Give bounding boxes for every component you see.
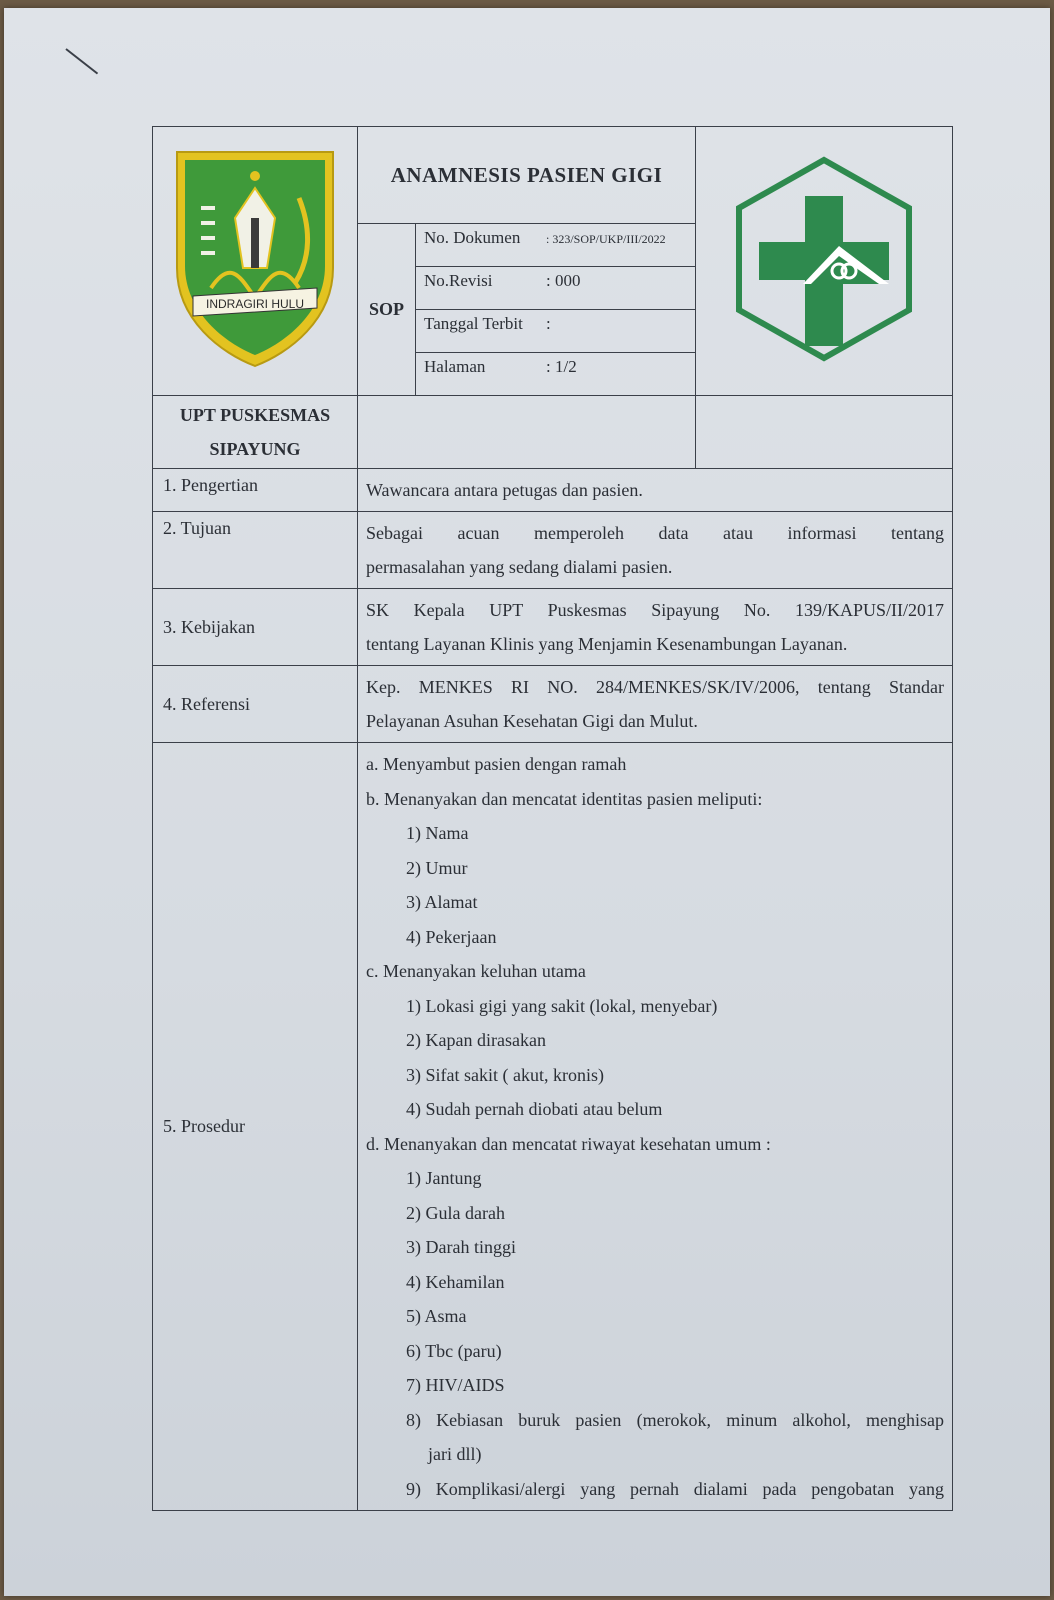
step-c-item: 4) Sudah pernah diobati atau belum <box>406 1099 663 1119</box>
content-tujuan: Sebagai acuan memperoleh data atau informasi tentang permasalahan yang sedang dialami pasien. <box>358 512 953 589</box>
label-prosedur: 5. Prosedur <box>153 743 358 1511</box>
content-prosedur <box>358 743 953 1511</box>
meta-halaman: Halaman : 1/2 <box>416 353 696 396</box>
step-b-item: 4) Pekerjaan <box>406 926 497 947</box>
step-a: a. Menyambut pasien dengan ramah <box>366 754 627 774</box>
indragiri-hulu-emblem <box>171 148 339 370</box>
content-referensi: Kep. MENKES RI NO. 284/MENKES/SK/IV/2006, tentang Standar Pelayanan Asuhan Kesehatan Gigi dan Mulut. <box>358 666 953 743</box>
step-d-item: 7) HIV/AIDS <box>406 1375 505 1395</box>
label-tujuan: 2. Tujuan <box>153 512 358 589</box>
institution-name: UPT PUSKESMAS SIPAYUNG <box>153 396 358 469</box>
sop-table <box>152 126 953 1511</box>
pen-mark <box>65 48 98 74</box>
puskesmas-logo-cell <box>696 127 953 396</box>
document-title-cell <box>358 127 696 224</box>
blank-right-cell <box>696 396 953 469</box>
meta-tanggal-terbit: Tanggal Terbit : <box>416 310 696 353</box>
document-title: ANAMNESIS PASIEN GIGI <box>390 162 663 187</box>
step-c-item: 1) Lokasi gigi yang sakit (lokal, menyebar) <box>406 995 718 1016</box>
step-d-item: 3) Darah tinggi <box>406 1237 516 1257</box>
label-referensi: 4. Referensi <box>153 666 358 743</box>
content-kebijakan: SK Kepala UPT Puskesmas Sipayung No. 139/KAPUS/II/2017 tentang Layanan Klinis yang Menjamin Kesenambungan Layanan. <box>358 589 953 666</box>
step-d-item: 1) Jantung <box>406 1168 482 1188</box>
step-d-item: 2) Gula darah <box>406 1202 505 1223</box>
step-d-item: 6) Tbc (paru) <box>406 1340 502 1361</box>
blank-signature-cell <box>358 396 696 469</box>
step-b: b. Menanyakan dan mencatat identitas pasien meliputi: <box>366 788 763 809</box>
emblem-text: INDRAGIRI HULU <box>205 296 305 311</box>
step-d: d. Menanyakan dan mencatat riwayat kesehatan umum : <box>366 1133 771 1154</box>
content-pengertian: Wawancara antara petugas dan pasien. <box>358 469 953 512</box>
step-d-item: 5) Asma <box>406 1306 467 1326</box>
step-b-item: 3) Alamat <box>406 892 478 912</box>
meta-no-revisi: No.Revisi : 000 <box>416 267 696 310</box>
step-d-item-8: 8) Kebiasan buruk pasien (merokok, minum alkohol, menghisap <box>406 1409 944 1430</box>
label-kebijakan: 3. Kebijakan <box>153 589 358 666</box>
step-d-item-8-cont: jari dll) <box>428 1444 482 1464</box>
step-c-item: 2) Kapan dirasakan <box>406 1030 546 1050</box>
step-c: c. Menanyakan keluhan utama <box>366 961 586 981</box>
regency-logo-cell <box>153 127 358 396</box>
label-pengertian: 1. Pengertian <box>153 469 358 512</box>
puskesmas-logo <box>729 154 919 364</box>
step-b-item: 2) Umur <box>406 857 468 878</box>
step-b-item: 1) Nama <box>406 823 469 843</box>
document-page <box>4 8 1050 1596</box>
step-d-item: 4) Kehamilan <box>406 1271 505 1292</box>
meta-no-dokumen: No. Dokumen : 323/SOP/UKP/III/2022 <box>416 224 696 267</box>
step-c-item: 3) Sifat sakit ( akut, kronis) <box>406 1064 604 1085</box>
step-d-item-9: 9) Komplikasi/alergi yang pernah dialami pada pengobatan yang <box>406 1478 944 1499</box>
sop-label: SOP <box>358 224 416 396</box>
